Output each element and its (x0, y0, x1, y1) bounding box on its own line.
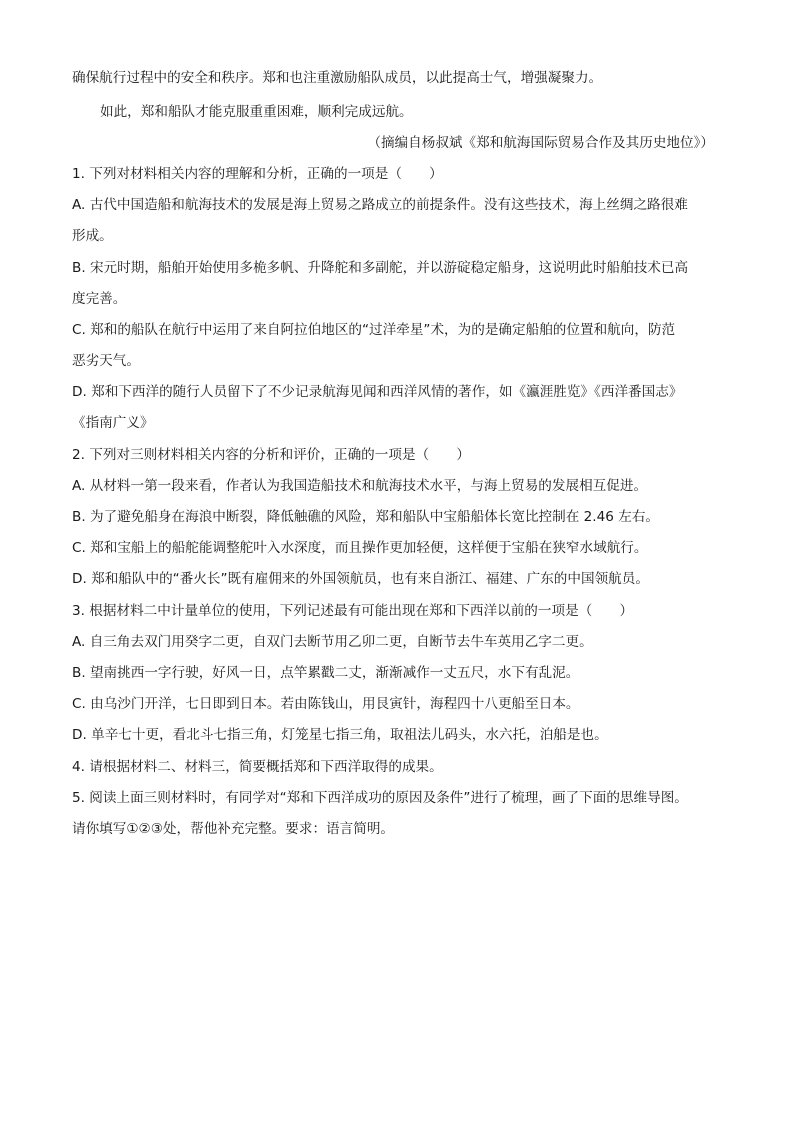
question-3-option-a: A. 自三角去双门用癸字二更，自双门去断节用乙卯二更，自断节去牛车英用乙字二更。 (72, 634, 593, 650)
question-1-option-c: C. 郑和的船队在航行中运用了来自阿拉伯地区的“过洋牵星”术，为的是确定船舶的位置和航向，防范 (72, 322, 676, 338)
question-5-stem: 5. 阅读上面三则材料时，有同学对“郑和下西洋成功的原因及条件”进行了梳理，画了下面的思维导图。 (72, 790, 688, 806)
question-1-option-a: A. 古代中国造船和航海技术的发展是海上贸易之路成立的前提条件。没有这些技术，海上丝绸之路很难 (72, 197, 688, 213)
question-3-stem: 3. 根据材料二中计量单位的使用，下列记述最有可能出现在郑和下西洋以前的一项是（ ） (72, 603, 634, 619)
passage-source: （摘编自杨叔斌《郑和航海国际贸易合作及其历史地位》） (367, 135, 714, 151)
question-1-option-c-cont: 恶劣天气。 (72, 353, 140, 369)
question-2-stem: 2. 下列对三则材料相关内容的分析和评价，正确的一项是（ ） (72, 447, 470, 463)
question-1-option-d-cont: 《指南广义》 (72, 415, 154, 431)
question-1-option-b: B. 宋元时期，船舶开始使用多桅多帆、升降舵和多副舵，并以游碇稳定船身，这说明此时船舶技术已高 (72, 260, 689, 276)
question-1-option-b-cont: 度完善。 (72, 291, 127, 307)
question-2-option-d: D. 郑和船队中的“番火长”既有雇佣来的外国领航员，也有来自浙江、福建、广东的中国领航员。 (72, 571, 649, 587)
question-4-stem: 4. 请根据材料二、材料三，简要概括郑和下西洋取得的成果。 (72, 759, 443, 775)
question-3-option-b: B. 望南挑西一字行驶，好风一日，点竿累戳二丈，渐渐减作一丈五尺，水下有乱泥。 (72, 665, 580, 681)
passage-line: 如此，郑和船队才能克服重重困难，顺利完成远航。 (100, 104, 413, 120)
question-3-option-d: D. 单辛七十更，看北斗七指三角，灯笼星七指三角，取祖法儿码头，水六托，泊船是也。 (72, 727, 608, 743)
question-5-stem-cont: 请你填写①②③处，帮他补充完整。要求：语言简明。 (72, 821, 395, 837)
question-2-option-c: C. 郑和宝船上的船舵能调整舵叶入水深度，而且操作更加轻便，这样便于宝船在狭窄水域航行。 (72, 540, 648, 556)
question-1-option-d: D. 郑和下西洋的随行人员留下了不少记录航海见闻和西洋风情的著作，如《瀛涯胜览》《西洋番国志》 (72, 384, 683, 400)
question-1-option-a-cont: 形成。 (72, 228, 113, 244)
question-3-option-c: C. 由乌沙门开洋，七日即到日本。若由陈钱山，用艮寅针，海程四十八更船至日本。 (72, 696, 580, 712)
question-1-stem: 1. 下列对材料相关内容的理解和分析，正确的一项是（ ） (72, 166, 443, 182)
question-2-option-b: B. 为了避免船身在海浪中断裂，降低触礁的风险，郑和船队中宝船船体长宽比控制在 2.46 左右。 (72, 509, 660, 525)
passage-line: 确保航行过程中的安全和秩序。郑和也注重激励船队成员，以此提高士气，增强凝聚力。 (72, 70, 603, 86)
question-2-option-a: A. 从材料一第一段来看，作者认为我国造船技术和航海技术水平，与海上贸易的发展相互促进。 (72, 478, 648, 494)
